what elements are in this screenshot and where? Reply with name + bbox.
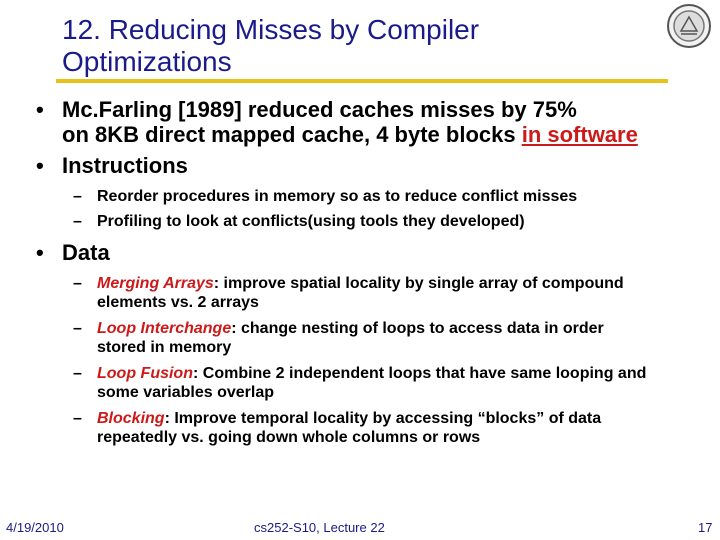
data-item xyxy=(73,274,624,312)
university-seal-icon xyxy=(666,3,712,49)
dash-marker: – xyxy=(73,320,82,337)
dash-marker: – xyxy=(73,188,82,205)
dash-marker: – xyxy=(73,275,82,292)
data-item xyxy=(73,319,604,357)
bullet-line-1: Mc.Farling [1989] reduced caches misses by 75% xyxy=(62,97,577,122)
data-item-term: Loop Fusion xyxy=(97,365,193,382)
data-item-desc-cont: elements vs. 2 arrays xyxy=(97,294,259,311)
dash-marker: – xyxy=(73,365,82,382)
dash-marker: – xyxy=(73,410,82,427)
data-item-term: Loop Interchange xyxy=(97,320,232,337)
in-software-highlight: in software xyxy=(521,122,638,147)
bullet-dot: • xyxy=(36,240,44,265)
data-item-desc: : improve spatial locality by single array of compound xyxy=(213,275,624,292)
instructions-item-text: Profiling to look at conflicts(using tools they developed) xyxy=(97,213,525,230)
bullet-line-2-text: on 8KB direct mapped cache, 4 byte blocks xyxy=(62,122,522,147)
title-line-1: 12. Reducing Misses by Compiler xyxy=(62,14,480,45)
bullet-mcfarling xyxy=(36,97,638,147)
slide-title xyxy=(62,14,582,78)
instructions-item-text: Reorder procedures in memory so as to reduce conflict misses xyxy=(97,188,578,205)
data-item-desc: : change nesting of loops to access data in order xyxy=(231,320,604,337)
data-item-desc: : Combine 2 independent loops that have same looping and xyxy=(192,365,647,382)
bullet-text: Instructions xyxy=(62,153,188,178)
title-underline-rule xyxy=(56,79,668,83)
instructions-item xyxy=(73,212,525,231)
bullet-data xyxy=(36,240,110,265)
data-item xyxy=(73,409,602,447)
data-item xyxy=(73,364,647,402)
footer-page-number: 17 xyxy=(698,520,713,535)
data-item-desc-cont: stored in memory xyxy=(97,339,232,356)
footer-date: 4/19/2010 xyxy=(6,520,64,535)
footer-course: cs252-S10, Lecture 22 xyxy=(254,520,385,535)
bullet-dot: • xyxy=(36,153,44,178)
data-item-desc-cont: some variables overlap xyxy=(97,384,274,401)
bullet-line-2 xyxy=(62,122,638,147)
title-line-2: Optimizations xyxy=(62,46,232,77)
bullet-instructions xyxy=(36,153,188,178)
data-item-desc-cont: repeatedly vs. going down whole columns or rows xyxy=(97,429,481,446)
instructions-item xyxy=(73,187,578,206)
dash-marker: – xyxy=(73,213,82,230)
bullet-dot: • xyxy=(36,97,44,122)
bullet-text: Data xyxy=(62,240,110,265)
data-item-desc: : Improve temporal locality by accessing “blocks” of data xyxy=(164,410,602,427)
data-item-term: Merging Arrays xyxy=(97,275,214,292)
data-item-term: Blocking xyxy=(97,410,165,427)
